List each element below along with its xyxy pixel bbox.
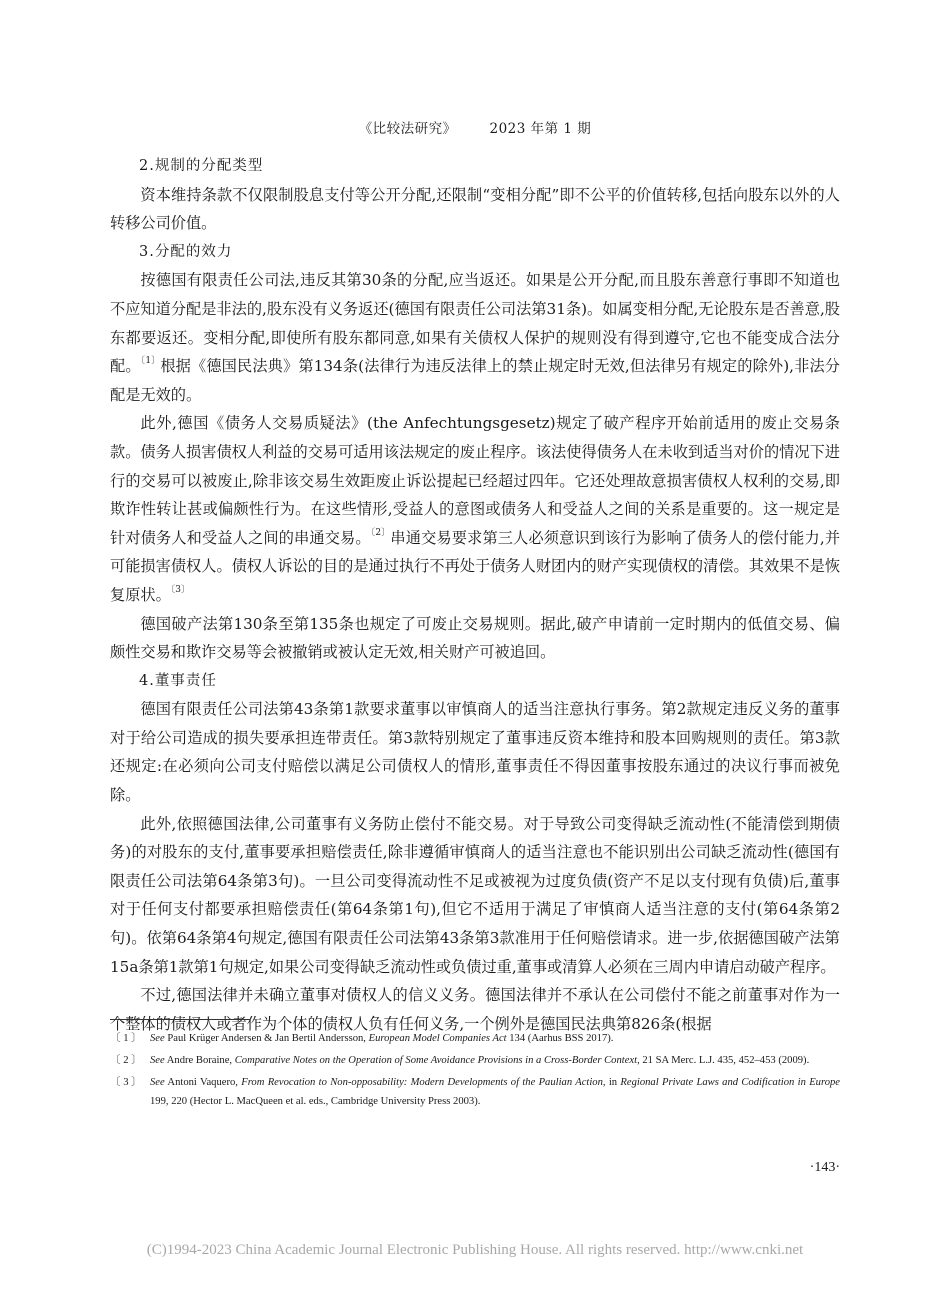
footnote-number: 〔 1 〕 (110, 1033, 142, 1044)
copyright-watermark: (C)1994-2023 China Academic Journal Electronic Publishing House. All rights reserved. http://www.cnki.net (146, 1242, 804, 1258)
article-body (110, 152, 840, 1038)
paragraph: 此外,德国《债务人交易质疑法》(the Anfechtungsgesetz)规定了破产程序开始前适用的废止交易条款。债务人损害债权人利益的交易可适用该法规定的废止程序。该法使得债务人在未收到适当对价的情况下进行的交易可以被废止,除非该交易生效距废止诉讼提起已经超过四年。它还处理故意损害债权人权利的交易,即欺诈性转让甚或偏颇性行为。在这些情形,受益人的意图或债务人和受益人之间的关系是重要的。这一规定是针对债务人和受益人之间的串通交易。$^{〔2〕}$串通交易要求第三人必须意识到该行为影响了债务人的偿付能力,并可能损害债权人。债权人诉讼的目的是通过执行不再处于债务人财团内的财产实现债权的清偿。其效果不是恢复原状。$^{〔3〕}$ (110, 414, 841, 604)
footnote: 〔 2 〕 See Andre Boraine, Comparative Notes on the Operation of Some Avoidance Provisions in a Cross-Border Context, 21 SA Merc. L.J. 435, 452–453 (2009). (110, 1052, 840, 1070)
footnote: 〔 1 〕 See Paul Krüger Andersen & Jan Bertil Andersson, European Model Companies Act 134 (Aarhus BSS 2017). (110, 1030, 840, 1048)
paragraph: 此外,依照德国法律,公司董事有义务防止偿付不能交易。对于导致公司变得缺乏流动性(不能清偿到期债务)的对股东的支付,董事要承担赔偿责任,除非遵循审慎商人的适当注意也不能识别出公司缺乏流动性(德国有限责任公司法第64条第3句)。一旦公司变得流动性不足或被视为过度负债(资产不足以支付现有负债)后,董事对于任何支付都要承担赔偿责任(第64条第1句),但它不适用于满足了审慎商人适当注意的支付(第64条第2句)。依第64条第4句规定,德国有限责任公司法第43条第3款准用于任何赔偿请求。进一步,依据德国破产法第15a条第1款第1句规定,如果公司变得缺乏流动性或负债过重,董事或清算人必须在三周内申请启动破产程序。 (110, 814, 840, 976)
running-header (0, 117, 950, 137)
section-heading-4: 4.董事责任 (139, 672, 217, 689)
paragraph: 不过,德国法律并未确立董事对债权人的信义义务。德国法律并不承认在公司偿付不能之前董事对作为一个整体的债权人或者作为个体的债权人负有任何义务,一个例外是德国民法典第826条(根据 (110, 986, 840, 1033)
issue-label: 2023 年第 1 期 (489, 121, 592, 137)
footnote-ref-2[interactable]: 〔2〕 (370, 527, 391, 538)
journal-title: 《比较法研究》 (358, 121, 457, 137)
footnote: 〔 3 〕 See Antoni Vaquero, From Revocation to Non-opposability: Modern Developments of the Paulian Action, in Regional Private Laws and Codification in Europe 199, 220 (Hector L. MacQueen et al. eds., Cambridge University Press 2003). (110, 1074, 840, 1110)
footnote-number: 〔 2 〕 (110, 1055, 142, 1067)
paragraph: 德国有限责任公司法第43条第1款要求董事以审慎商人的适当注意执行事务。第2款规定违反义务的董事对于给公司造成的损失要承担连带责任。第3款特别规定了董事违反资本维持和股本回购规则的责任。第3款还规定:在必须向公司支付赔偿以满足公司债权人的情形,董事责任不得因董事按股东通过的决议行事而被免除。 (110, 700, 840, 805)
paragraph: 德国破产法第130条至第135条也规定了可废止交易规则。据此,破产申请前一定时期内的低值交易、偏颇性交易和欺诈交易等会被撤销或被认定无效,相关财产可被追回。 (110, 614, 840, 662)
footnote-number: 〔 3 〕 (110, 1077, 142, 1089)
footnote-ref-1[interactable]: 〔1〕 (140, 356, 161, 367)
paragraph: 资本维持条款不仅限制股息支付等公开分配,还限制“变相分配”即不公平的价值转移,包括向股东以外的人转移公司价值。 (110, 185, 840, 233)
footnote-ref-3[interactable]: 〔3〕 (170, 584, 190, 595)
page-number: ·143· (809, 1160, 840, 1175)
section-heading-3: 3.分配的效力 (139, 243, 233, 260)
section-heading-2: 2.规制的分配类型 (139, 158, 264, 174)
footnote-divider (110, 1019, 250, 1020)
footnotes (110, 1030, 840, 1115)
paragraph: 按德国有限责任公司法,违反其第30条的分配,应当返还。如果是公开分配,而且股东善意行事即不知道也不应知道分配是非法的,股东没有义务返还(德国有限责任公司法第31条)。如属变相分配,无论股东是否善意,股东都要返还。变相分配,即使所有股东都同意,如果有关债权人保护的规则没有得到遵守,它也不能变成合法分配。$^{〔1〕}$根据《德国民法典》第134条(法律行为违反法律上的禁止规定时无效,但法律另有规定的除外),非法分配是无效的。 (110, 271, 840, 404)
